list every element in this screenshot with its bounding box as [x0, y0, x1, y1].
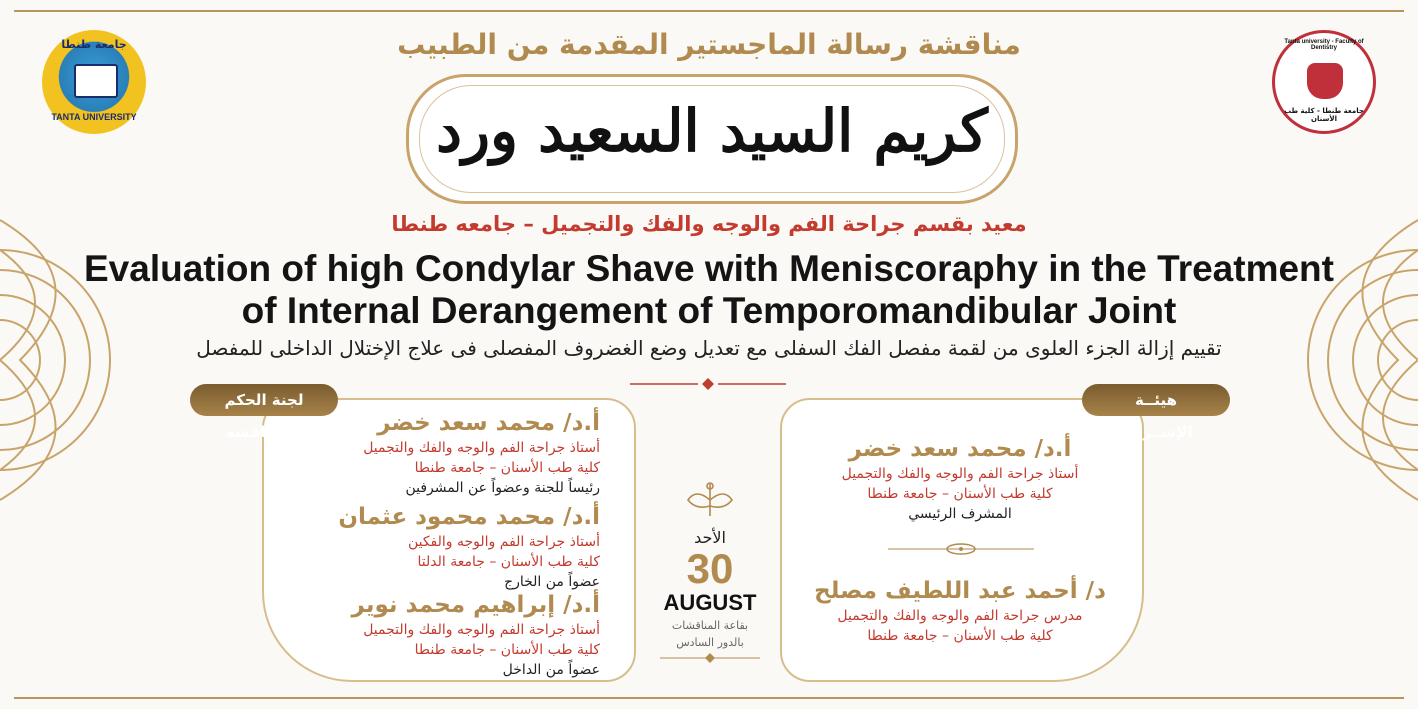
top-border: [14, 10, 1404, 12]
fleur-ornament-icon: [680, 480, 740, 520]
member-title: أستاذ جراحة الفم والوجه والفك والتجميل: [363, 622, 600, 638]
supervisor-2: [800, 576, 1120, 646]
supervisor-1: [800, 434, 1120, 524]
member-name: أ.د/ إبراهيم محمد نوير: [351, 592, 600, 618]
book-icon: [74, 64, 118, 98]
logo-right-text: Tanta university - Faculty of Dentistry: [1284, 39, 1364, 51]
committee-member-3: [300, 590, 600, 680]
member-name: أ.د/ محمد محمود عثمان: [338, 504, 600, 530]
event-place-line1: بقاعة المناقشات: [671, 619, 749, 632]
section-divider: [630, 378, 786, 390]
page-title: مناقشة رسالة الماجستير المقدمة من الطبيب: [397, 28, 1021, 61]
member-title: مدرس جراحة الفم والوجه والفك والتجميل: [837, 608, 1083, 624]
thesis-title-en: [0, 248, 1418, 332]
left-ornament: [0, 130, 120, 590]
member-name: د/ أحمد عبد اللطيف مصلح: [814, 578, 1106, 604]
candidate-name: كريم السيد السعيد ورد: [436, 97, 988, 165]
member-title: أستاذ جراحة الفم والوجه والفكين: [407, 534, 600, 550]
tooth-icon: [1307, 63, 1343, 99]
member-affiliation: كلية طب الأسنان – جامعة طنطا: [867, 628, 1053, 644]
thesis-title-en-line2: of Internal Derangement of Temporomandibular Joint: [241, 290, 1177, 331]
thesis-title-en-line1: Evaluation of high Condylar Shave with Meniscoraphy in the Treatment: [84, 248, 1334, 289]
event-place-line2: بالدور السادس: [676, 636, 744, 649]
member-name: أ.د/ محمد سعد خضر: [377, 410, 600, 436]
member-title: أستاذ جراحة الفم والوجه والفك والتجميل: [363, 440, 600, 456]
member-affiliation: كلية طب الأسنان – جامعة الدلتا: [417, 554, 600, 570]
bottom-border: [14, 697, 1404, 699]
event-date: [650, 480, 770, 668]
member-role: عضواً من الداخل: [502, 662, 600, 678]
supervision-divider: [888, 542, 1034, 556]
candidate-position: معيد بقسم جراحة الفم والوجه والفك والتجميل – جامعه طنطا: [391, 212, 1027, 236]
candidate-name-frame: [406, 74, 1018, 204]
member-role: المشرف الرئيسي: [908, 506, 1012, 522]
date-divider: [660, 652, 760, 664]
member-role: رئيساً للجنة وعضواً عن المشرفين: [405, 480, 600, 496]
logo-left-bottom-text: TANTA UNIVERSITY: [51, 112, 137, 122]
thesis-title-ar: تقييم إزالة الجزء العلوى من لقمة مفصل الفك السفلى مع تعديل وضع الغضروف المفصلى فى علاج الإختلال الداخلى للمفصل: [196, 336, 1222, 360]
event-date-number: 30: [686, 545, 734, 592]
member-affiliation: كلية طب الأسنان – جامعة طنطا: [414, 642, 600, 658]
member-name: أ.د/ محمد سعد خضر: [848, 436, 1072, 462]
right-ornament: [1298, 130, 1418, 590]
committee-label: لجنة الحكم والمناقشة: [190, 384, 338, 416]
committee-member-1: [300, 408, 600, 498]
member-title: أستاذ جراحة الفم والوجه والفك والتجميل: [841, 466, 1079, 482]
supervision-label: هيئــة الإشــراف: [1082, 384, 1230, 416]
event-day: الأحد: [694, 528, 726, 547]
event-month: AUGUST: [663, 590, 757, 615]
logo-left-top-text: جامعة طنطا: [61, 38, 127, 51]
member-affiliation: كلية طب الأسنان – جامعة طنطا: [414, 460, 600, 476]
logo-right-text-ar: جامعة طنطا - كلية طب الأسنان: [1284, 107, 1364, 123]
member-role: عضواً من الخارج: [504, 574, 600, 590]
member-affiliation: كلية طب الأسنان – جامعة طنطا: [867, 486, 1053, 502]
committee-member-2: [300, 502, 600, 592]
